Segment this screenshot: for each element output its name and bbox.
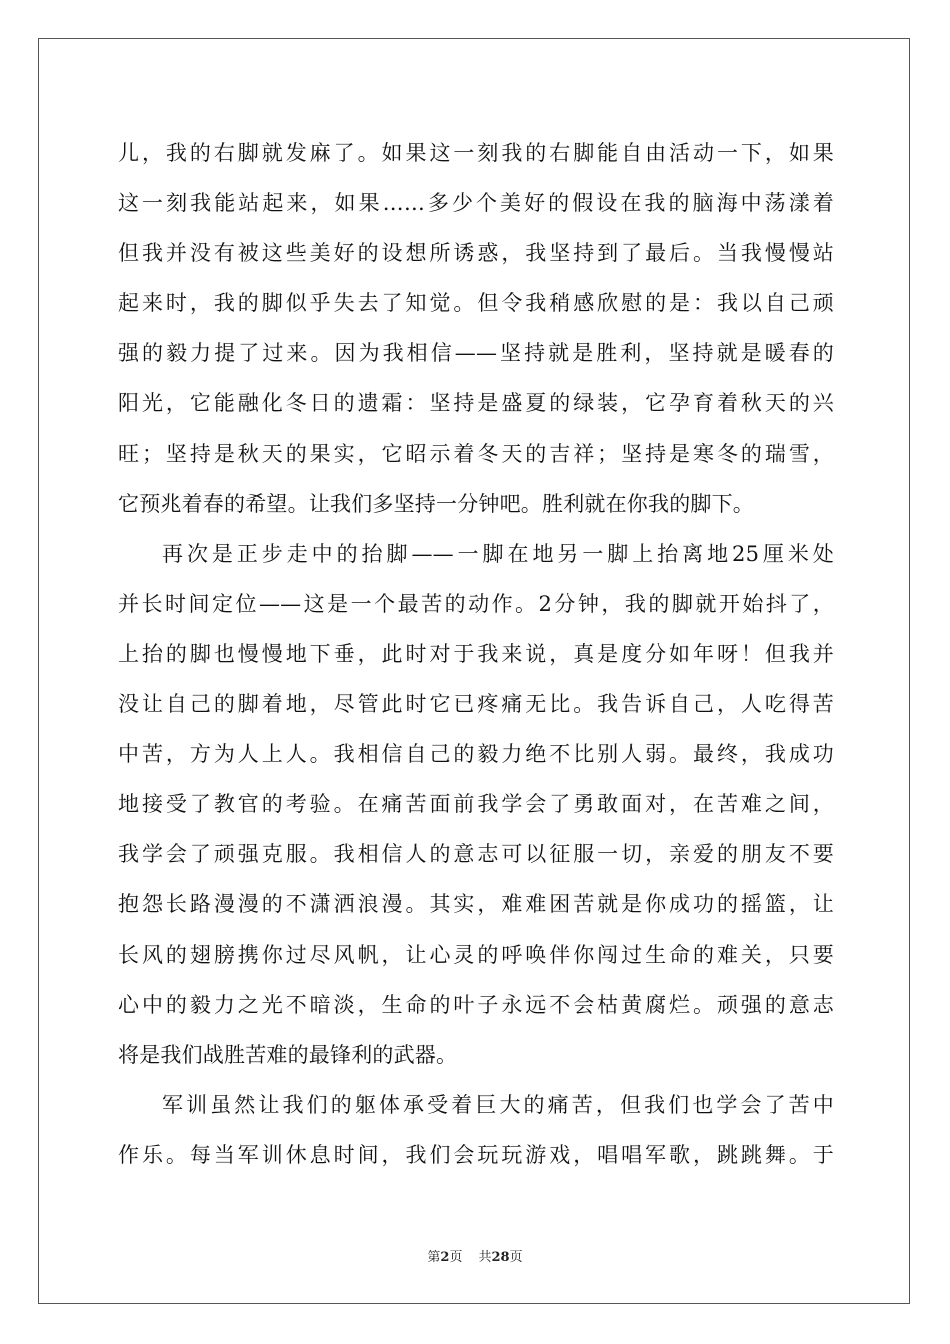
page-footer [0,1246,950,1265]
text-line: 强的毅力提了过来。因为我相信——坚持就是胜利，坚持就是暖春的 [118,341,834,366]
text-line: 长风的翅膀携你过尽风帆，让心灵的呼唤伴你闯过生命的难关，只要 [118,942,834,967]
text-line: 抱怨长路漫漫的不潇洒浪漫。其实，难难困苦就是你成功的摇篮，让 [118,892,834,917]
text-line: 将是我们战胜苦难的最锋利的武器。 [118,1042,458,1067]
page-prefix: 第 [427,1250,441,1265]
total-pages: 28 [491,1250,510,1265]
text-line: 阳光，它能融化冬日的遗霜：坚持是盛夏的绿装，它孕育着秋天的兴 [118,391,834,416]
text-line: 军训虽然让我们的躯体承受着巨大的痛苦，但我们也学会了苦中 [162,1092,834,1117]
text-line: 旺；坚持是秋天的果实，它昭示着冬天的吉祥；坚持是寒冬的瑞雪， [118,441,834,466]
text-line: 中苦，方为人上人。我相信自己的毅力绝不比别人弱。最终，我成功 [118,742,834,767]
text-line: 上抬的脚也慢慢地下垂，此时对于我来说，真是度分如年呀！但我并 [118,641,834,666]
text-line: 儿，我的右脚就发麻了。如果这一刻我的右脚能自由活动一下，如果 [118,141,834,165]
total-suffix: 页 [509,1250,523,1265]
text-line: 地接受了教官的考验。在痛苦面前我学会了勇敢面对，在苦难之间， [118,792,834,817]
document-body [118,128,834,1180]
text-line: 我学会了顽强克服。我相信人的意志可以征服一切，亲爱的朋友不要 [118,842,834,867]
page-number: 2 [440,1250,450,1265]
text-line: 作乐。每当军训休息时间，我们会玩玩游戏，唱唱军歌，跳跳舞。于 [118,1142,834,1167]
text-line: 这一刻我能站起来，如果……多少个美好的假设在我的脑海中荡漾着 [118,191,834,216]
text-line: 起来时，我的脚似乎失去了知觉。但令我稍感欣慰的是：我以自己顽 [118,291,834,316]
text-line: 它预兆着春的希望。让我们多坚持一分钟吧。胜利就在你我的脚下。 [118,491,754,516]
page-suffix: 页 [449,1250,463,1265]
total-prefix: 共 [478,1250,492,1265]
text-line: 但我并没有被这些美好的设想所诱惑，我坚持到了最后。当我慢慢站 [118,241,834,266]
text-line: 没让自己的脚着地，尽管此时它已疼痛无比。我告诉自己，人吃得苦 [118,692,834,717]
text-line: 心中的毅力之光不暗淡，生命的叶子永远不会枯黄腐烂。顽强的意志 [118,992,834,1017]
text-line: 并长时间定位——这是一个最苦的动作。2分钟，我的脚就开始抖了， [118,591,834,616]
text-line: 再次是正步走中的抬脚——一脚在地另一脚上抬离地25厘米处 [162,541,834,566]
